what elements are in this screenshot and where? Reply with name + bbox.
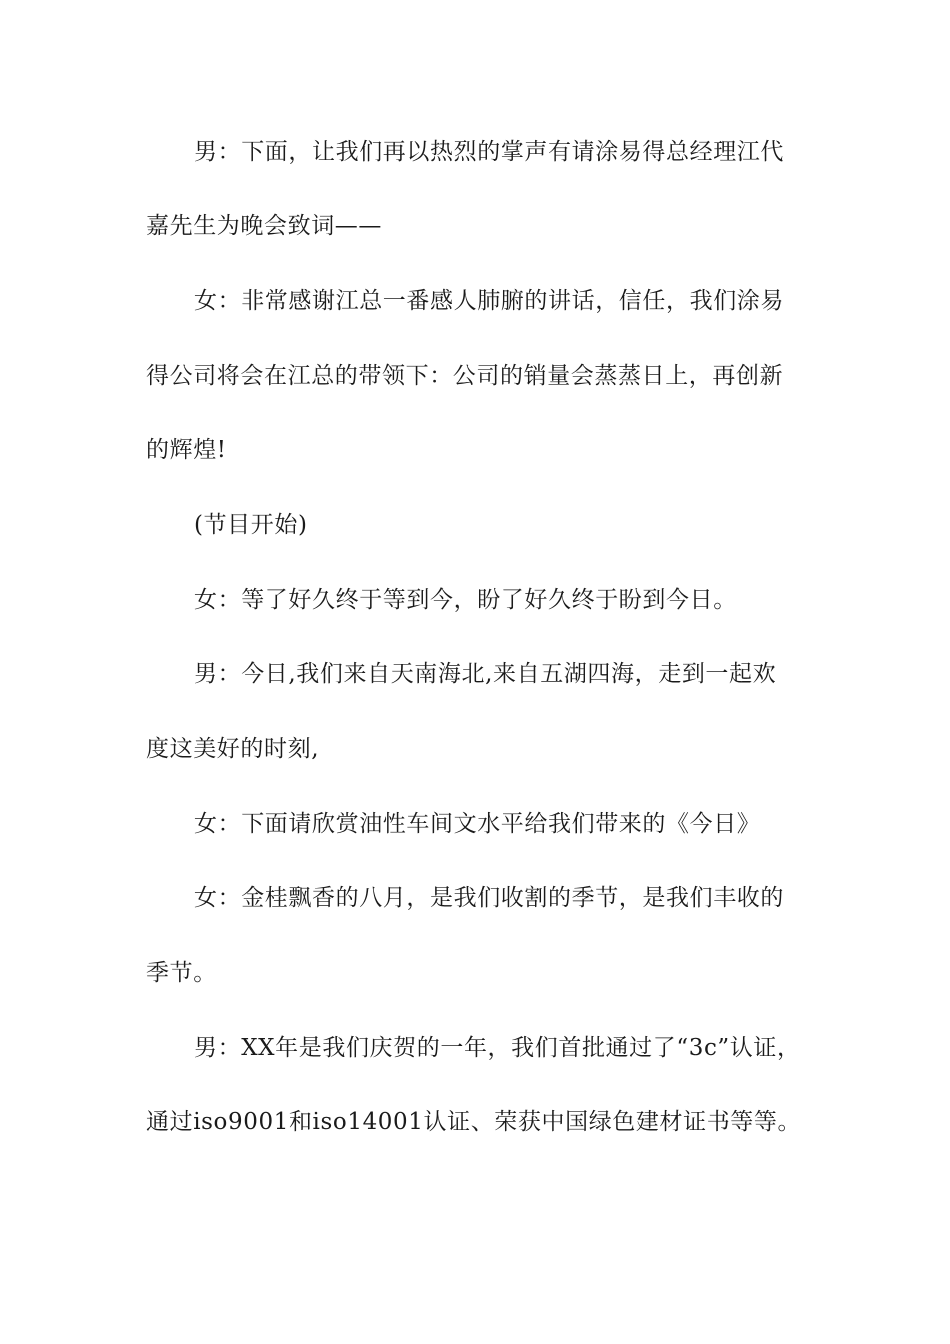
paragraph-line: 通过iso9001和iso14001认证、荣获中国绿色建材证书等等。: [146, 1109, 802, 1135]
paragraph-line: 女：非常感谢江总一番感人肺腑的讲话，信任，我们涂易: [194, 288, 784, 314]
paragraph-line: 女：金桂飘香的八月，是我们收割的季节，是我们丰收的: [194, 885, 784, 911]
paragraph-line: 度这美好的时刻,: [146, 736, 320, 762]
paragraph-line: 男：今日,我们来自天南海北,来自五湖四海，走到一起欢: [194, 661, 777, 687]
paragraph-line: 男：下面，让我们再以热烈的掌声有请涂易得总经理江代: [194, 139, 784, 165]
paragraph-line: 女：下面请欣赏油性车间文水平给我们带来的《今日》: [194, 811, 761, 837]
paragraph-line: 女：等了好久终于等到今，盼了好久终于盼到今日。: [194, 587, 737, 613]
paragraph-line: 的辉煌!: [146, 437, 227, 463]
paragraph-line: 嘉先生为晚会致词——: [146, 213, 382, 239]
paragraph-line: 得公司将会在江总的带领下：公司的销量会蒸蒸日上，再创新: [146, 363, 784, 389]
paragraph-line: (节目开始): [194, 512, 308, 538]
paragraph-line: 季节。: [146, 960, 217, 986]
paragraph-line: 男：XX年是我们庆贺的一年，我们首批通过了“3c”认证，: [194, 1035, 801, 1061]
